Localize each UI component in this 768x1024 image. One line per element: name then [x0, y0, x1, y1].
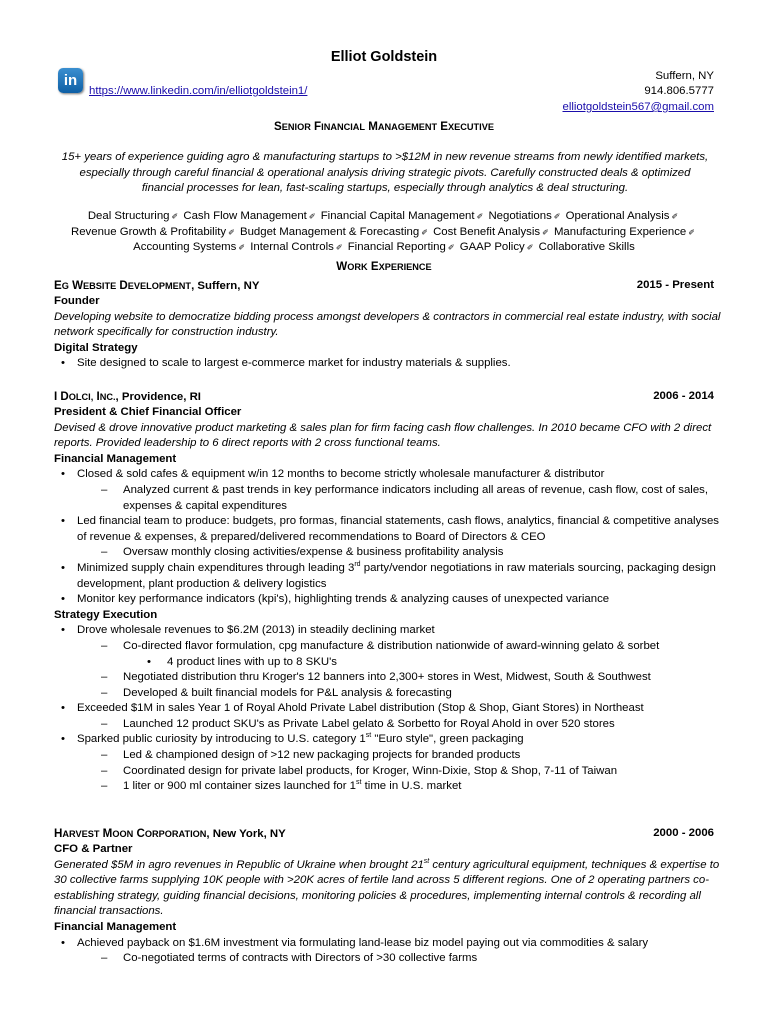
skill-item: Revenue Growth & Profitability [71, 225, 227, 238]
company-name: I DOLCI, INC. [54, 390, 116, 403]
skill-item: Budget Management & Forecasting [239, 225, 420, 238]
section-title: Digital Strategy [54, 341, 138, 354]
linkedin-link[interactable]: https://www.linkedin.com/in/elliotgoldstein1/ [89, 85, 308, 97]
job-description: Developing website to democratize bidding process amongst developers & contractors in commercial real estate industry, with social network specifically for construction industry. [54, 310, 721, 339]
job-header [54, 278, 714, 295]
sub-bullet-item: – Oversaw monthly closing activities/expense & business profitability analysis [54, 545, 722, 561]
sub-bullet-item: – Led & championed design of >12 new packaging projects for branded products [54, 748, 722, 764]
email-link[interactable]: elliotgoldstein567@gmail.com [562, 101, 714, 113]
company-name: HARVEST MOON CORPORATION [54, 827, 207, 840]
sub-bullet-item: – Negotiated distribution thru Kroger's 12 banners into 2,300+ stores in West, Midwest, South & Southwest [54, 670, 722, 686]
job-title: CFO & Partner [54, 843, 133, 855]
city: Suffern, NY [655, 70, 714, 82]
job-description: Devised & drove innovative product marketing & sales plan for firm facing cash flow challenges. In 2010 became CFO with 2 direct reports. Provided leadership to 6 direct reports with 2 cross functional teams. [54, 421, 712, 450]
job-body [54, 294, 722, 372]
pencil-icon: ✐ [171, 212, 179, 221]
company-location: , Suffern, NY [191, 280, 260, 292]
skill-item: Accounting Systems [133, 241, 237, 254]
skill-item: Operational Analysis [565, 210, 670, 222]
job-description: Generated $5M in agro revenues in Republic of Ukraine when brought 21st century agricultural equipment, techniques & expertise to 30 collective farms supplying 10K people with >20K acres of fertile land across 5 different regions. One of 2 operating partners co-establishing strategy, guiding financial decisions, monitoring policies & procedures, implementing internal controls & recording all financial transactions. [54, 857, 720, 918]
sub-bullet-item: – Co-directed flavor formulation, cpg manufacture & distribution nationwide of award-winning gelato & sorbet [54, 639, 722, 655]
skill-item: Cash Flow Management [183, 210, 307, 222]
sub-bullet-item: – Developed & built financial models for P&L analysis & forecasting [54, 686, 722, 702]
bullet-item: • Led financial team to produce: budgets, pro formas, financial statements, cash flows, analytics, financial & competitive analyses of revenue & expenses, & prepared/delivered recommendations to Board of Directors & CEO [54, 514, 722, 545]
job-body [54, 405, 722, 795]
pencil-icon: ✐ [421, 227, 428, 237]
bullet-item: • Closed & sold cafes & equipment w/in 12 months to become strictly wholesale manufacturer & distributor [54, 467, 722, 483]
candidate-name: Elliot Goldstein [330, 49, 438, 65]
job-dates: 2015 - Present [636, 279, 714, 291]
job-body [54, 842, 722, 967]
pencil-icon: ✐ [308, 212, 316, 221]
skill-item: Financial Reporting [347, 241, 446, 254]
skill-item: Deal Structuring [87, 210, 170, 222]
job-header [54, 826, 714, 843]
pencil-icon: ✐ [542, 227, 549, 237]
bullet-item: • Drove wholesale revenues to $6.2M (2013) in steadily declining market [54, 623, 722, 639]
company-name: EG WEBSITE DEVELOPMENT [54, 279, 192, 292]
linkedin-icon[interactable]: in [58, 68, 83, 93]
skill-item: Financial Capital Management [320, 210, 475, 222]
pencil-icon: ✐ [526, 243, 534, 253]
work-experience-heading: WORK EXPERIENCE [336, 260, 432, 273]
job-title: President & Chief Financial Officer [54, 406, 242, 418]
pencil-icon: ✐ [238, 243, 246, 253]
sub-bullet-item: – Launched 12 product SKU's as Private Label gelato & Sorbetto for Royal Ahold in over 520 stores [54, 717, 722, 733]
pencil-icon: ✐ [447, 243, 455, 253]
phone: 914.806.5777 [644, 85, 714, 97]
section-title: Financial Management [54, 452, 177, 465]
sub-bullet-item: – Coordinated design for private label products, for Kroger, Winn-Dixie, Stop & Shop, 7-11 of Taiwan [54, 764, 722, 780]
skill-item: Cost Benefit Analysis [433, 225, 541, 238]
company-location: , Providence, RI [115, 391, 201, 403]
bullet-item: • Exceeded $1M in sales Year 1 of Royal Ahold Private Label distribution (Stop & Shop, Giant Stores) in Northeast [54, 701, 722, 717]
bullet-list [54, 356, 722, 372]
bullet-item: • Sparked public curiosity by introducing to U.S. category 1st "Euro style", green packaging [54, 732, 722, 748]
skill-item: Collaborative Skills [538, 241, 635, 254]
skill-item: Manufacturing Experience [553, 225, 687, 238]
bullet-list [54, 936, 722, 967]
skill-item: Internal Controls [250, 241, 334, 254]
section-title: Strategy Execution [54, 608, 158, 621]
sub-bullet-item: – 1 liter or 900 ml container sizes launched for 1st time in U.S. market [54, 779, 722, 795]
bullet-item: • Minimized supply chain expenditures through leading 3rd party/vendor negotiations in raw materials sourcing, packaging design development, plant production & delivery logistics [54, 561, 722, 592]
pencil-icon: ✐ [671, 212, 679, 221]
bullet-item: • Site designed to scale to largest e-commerce market for industry materials & supplies. [54, 356, 722, 372]
skills-list [66, 209, 702, 256]
job-dates: 2000 - 2006 [653, 827, 714, 839]
sub-bullet-item: – Co-negotiated terms of contracts with Directors of >30 collective farms [54, 951, 722, 967]
sub-bullet-item: – Analyzed current & past trends in key performance indicators including all areas of revenue, cash flow, cost of sales, expenses & capital expenditures [54, 483, 722, 514]
job-title: Founder [54, 295, 100, 307]
pencil-icon: ✐ [688, 227, 695, 237]
bullet-list [54, 623, 722, 795]
pencil-icon: ✐ [476, 212, 484, 221]
bullet-item: • Monitor key performance indicators (kpi's), highlighting trends & analyzing causes of unexpected variance [54, 592, 722, 608]
job-dates: 2006 - 2014 [653, 390, 714, 402]
skill-item: GAAP Policy [459, 241, 525, 254]
bullet-item: • Achieved payback on $1.6M investment via formulating land-lease biz model paying out via commodities & salary [54, 936, 722, 952]
headline: SENIOR FINANCIAL MANAGEMENT EXECUTIVE [274, 120, 494, 133]
pencil-icon: ✐ [335, 243, 343, 253]
summary: 15+ years of experience guiding agro & manufacturing startups to >$12M in new revenue streams from newly identified markets, especially through careful financial & operational analysis driving strategic pivots. Carefully constructed deals & optimized financial processes for lean, fast-scaling startups, especially through analytics & deal structuring. [61, 151, 709, 195]
skill-item: Negotiations [488, 210, 552, 222]
sub-sub-bullet-item: • 4 product lines with up to 8 SKU's [54, 655, 722, 671]
company-location: , New York, NY [206, 828, 286, 840]
pencil-icon: ✐ [553, 212, 561, 221]
pencil-icon: ✐ [228, 227, 235, 237]
section-title: Financial Management [54, 920, 177, 933]
job-header [54, 389, 714, 406]
bullet-list [54, 467, 722, 607]
